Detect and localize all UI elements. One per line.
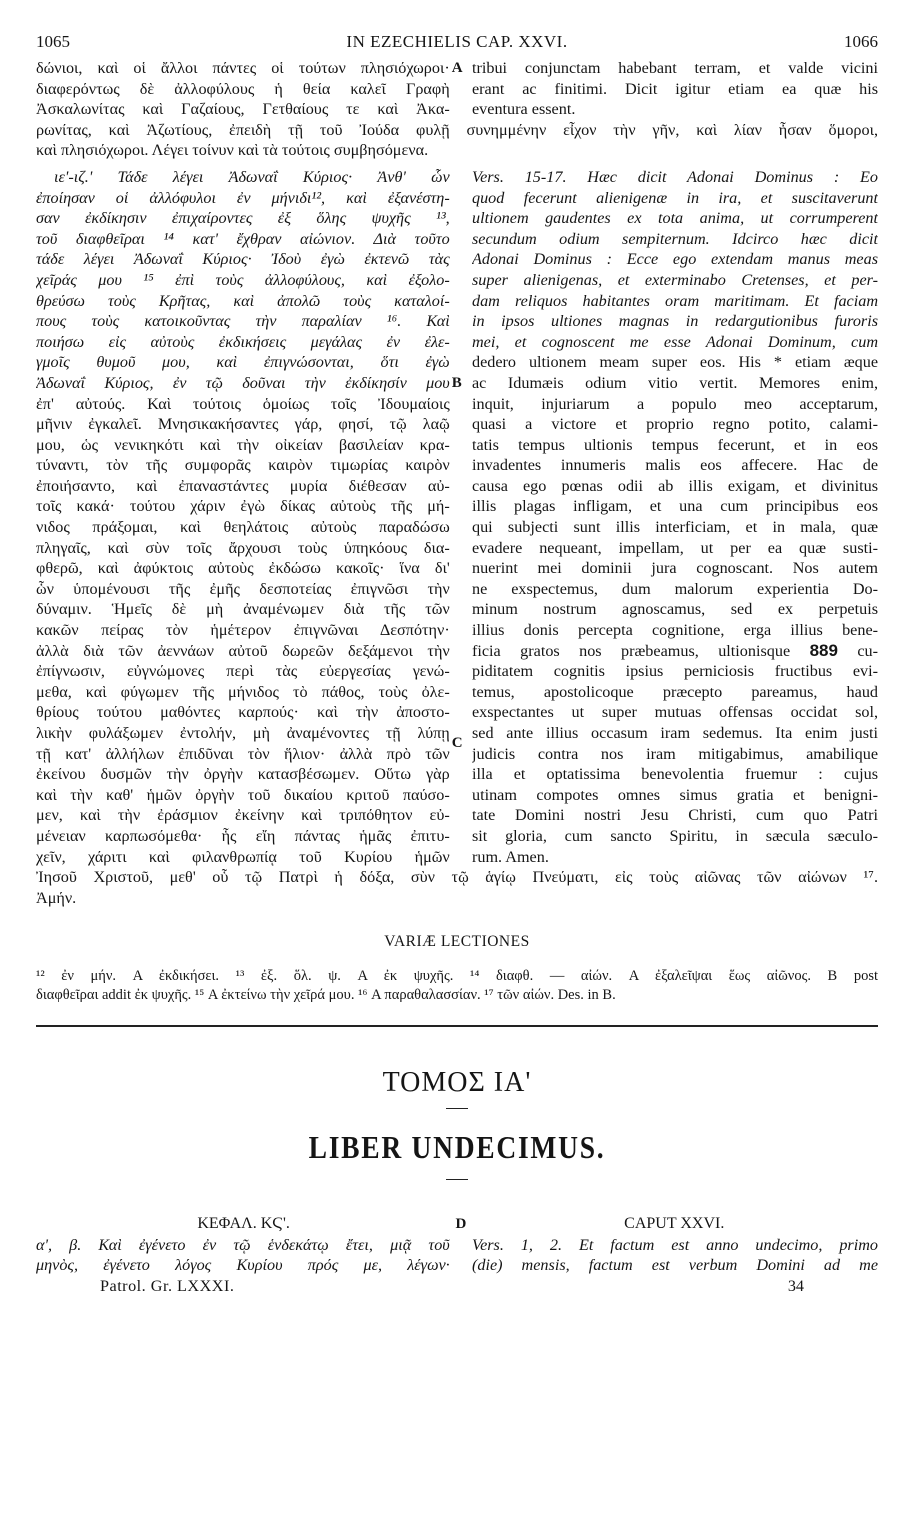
greek-full-line: ρωνίτας, καὶ Ἀζωτίους, ἐπειδὴ τῇ τοῦ Ἰούδα φυλῇ συνημμένην εἶχον τὴν γῆν, καὶ λίαν ἦσαν ὅμοροι, [36, 120, 878, 139]
greek-line: δώνιοι, καὶ οἱ ἄλλοι πάντες οἱ τούτων πλησιόχωροι· [36, 59, 450, 77]
variae-lectiones-heading: VARIÆ LECTIONES [384, 933, 530, 951]
main-two-column-block [36, 167, 878, 867]
section-marker-c: C [451, 734, 463, 751]
latin-line: secundum odium sempiternum. Idcirco hæc dicit [471, 229, 879, 248]
greek-full-width-lines [36, 120, 878, 161]
section-marker-a: A [451, 60, 463, 76]
latin-line: ac Idumæis odium vitio vertit. Memores enim, [471, 373, 879, 392]
latin-line: (die) mensis, factum est verbum Domini ad me [471, 1256, 879, 1275]
greek-line: χεῖν, χάριτι καὶ φιλανθρωπίᾳ τοῦ Κυρίου ἡμῶν [36, 847, 450, 866]
latin-line: utinam compotes omnes simus gratia et benigni- [471, 785, 879, 804]
migne-column-number: 889 [809, 640, 838, 660]
greek-line: ἐπίγνωσιν, εὐγνώμονες περὶ τὰς εὐεργεσίας γενώ- [36, 662, 450, 681]
greek-line: νιδος πράξομαι, καὶ θεηλάτοις αὐτοὺς παραδώσω [36, 518, 450, 537]
page-footer [36, 1276, 878, 1297]
greek-line: θρεύσω τοὺς Κρῆτας, καὶ ἀπολῶ τοὺς καταλοί- [36, 291, 450, 310]
latin-column-main [469, 167, 878, 867]
greek-line: ὧν ὑπομένουσι τῆς ἐμῆς δεσποτείας ἐπιγνῶσι τὴν [36, 579, 450, 598]
latin-line: invadentes innumeris malis eos affecere. Hac de [471, 456, 879, 475]
variae-lectiones-notes [36, 967, 878, 1005]
latin-line-with-column-number [472, 641, 878, 662]
greek-line: τύναντι, τὸν τῆς συμφορᾶς καιρὸν τιμωρίας καιρὸν [36, 456, 450, 475]
short-dash-divider [446, 1108, 468, 1109]
latin-line: illa et optatissima benevolentia fruemur : cujus [471, 765, 879, 784]
running-title: IN EZECHIELIS CAP. XXVI. [346, 32, 568, 51]
greek-line: γμοῖς θυμοῦ μου, καὶ ἐπιγνώσονται, ὅτι ἐγὼ [36, 353, 450, 372]
greek-line: φθερῶ, καὶ ἀφύκτοις αὐτοὺς ἐκδώσω κακοῖς· ἵνα δι' [36, 559, 450, 578]
latin-line: minum nostrum agnoscamus, sed ex perpetuis [471, 600, 879, 619]
latin-line: quasi a victore et proprio regno potito, calami- [471, 415, 879, 434]
greek-line: κακῶν πείρας τὸν ἡμέτερον ἐπιγνῶναι Δεσπότην· [36, 621, 450, 640]
greek-line: θρίους τούτου μαθόντες καρπούς· καὶ τὴν ἀποστο- [36, 703, 450, 722]
latin-line: in ipsos ultiones magnas in redargutionibus furoris [471, 312, 879, 331]
greek-line: μεθα, καὶ φύγωμεν τῆς μήνιδος τὸ πάθος, τοὺς ὀλε- [36, 682, 450, 701]
greek-column-bottom [36, 1235, 450, 1276]
section-marker-b: B [451, 374, 462, 391]
greek-line: ἐποιήσαντο, καὶ ἐπαναστάντες μυρία διέθεσαν αὐ- [36, 476, 450, 495]
latin-line: ne exspectemus, dum malorum experientia Do- [471, 579, 879, 598]
greek-line: ἀλλὰ διὰ τῶν ἀεννάων αὐτοῦ δωρεῶν δεξάμενοι τὴν [36, 641, 450, 660]
section-marker-d: D [455, 1216, 467, 1233]
greek-line: πληγαῖς, καὶ σὺν τοῖς ἄρχουσι τοὺς ὑπηκόους δια- [36, 538, 450, 557]
latin-chapter-heading: CAPUT XXVI. [624, 1215, 725, 1233]
greek-line: διαφερόντως δὲ ἀλλοφύλους ἡ θεία καλεῖ Γραφὴ [36, 79, 450, 98]
greek-full-line: καὶ πλησιόχωροι. Λέγει τοίνυν καὶ τὰ τούτοις συμβησόμενα. [36, 141, 429, 160]
greek-column-top [36, 58, 450, 120]
latin-line: tatis tempus ultionis tempus fecerunt, et in eos [471, 435, 879, 454]
greek-full-line: Ἀμήν. [36, 888, 77, 907]
liber-heading: LIBER UNDECIMUS. [308, 1128, 606, 1165]
greek-line: μῆνιν ἐγκαλεῖ. Μνησικακήσαντες γάρ, φησί, τῷ λαῷ [36, 415, 450, 434]
greek-line: μεν, καὶ τὴν ἐράσμιον ἐκείνην καὶ τριπόθητον εὐ- [36, 806, 450, 825]
greek-line: πους τοὺς κατοικοῦντας τὴν παραλίαν ¹⁶. Καὶ [36, 312, 450, 331]
latin-line: inquit, injuriarum a populo meo acceptarum, [471, 394, 879, 413]
greek-line: λικὴν φυλάξωμεν ἐντολήν, μὴ ἀναμένοντες τῇ λύπῃ [36, 724, 450, 742]
greek-line: μηνὸς, ἐγένετο λόγος Κυρίου πρός με, λέγων· [36, 1256, 450, 1275]
latin-line: evadere nequeant, impellam, ut per ea quæ susti- [471, 538, 879, 557]
short-dash-divider [446, 1179, 468, 1180]
patrologia-signature: Patrol. Gr. LXXXI. [100, 1276, 235, 1295]
greek-line: ἐκείνου δυσμῶν τὴν ὀργὴν κατασβέσωμεν. Οὕτω γὰρ [36, 765, 450, 784]
greek-line: μένειαν καρπωσόμεθα· ἧς εἴη πάντας ἡμᾶς ἐπιτυ- [36, 826, 450, 845]
column-number-right: 1066 [844, 32, 878, 51]
top-two-column-block [36, 58, 878, 120]
latin-line: Adonai Dominus : Ecce ego extendam manus meas [471, 250, 879, 269]
latin-column-bottom [469, 1235, 878, 1276]
latin-line: judicis contra nos iram mitigabimus, amabilique [471, 744, 879, 763]
latin-line: exspectantes ut super mutuas offensas occidat sol, [471, 703, 879, 722]
variant-note-line: διαφθεῖραι addit ἐκ ψυχῆς. ¹⁵ A ἐκτείνω τὴν χεῖρά μου. ¹⁶ A παραθαλασσίαν. ¹⁷ τῶν αἰών. Des. in B. [36, 986, 616, 1003]
latin-line: ultionem gaudentes ex tota anima, ut corrumperent [471, 209, 879, 228]
greek-line: ποιήσω εἰς αὐτοὺς ἐκδικήσεις μεγάλας ἐν ἐλε- [36, 332, 450, 351]
latin-line: Vers. 1, 2. Et factum est anno undecimo, primo [471, 1235, 879, 1254]
latin-line: sed ante illius occasum iram sedemus. Ita enim justi [471, 724, 879, 742]
greek-line: τοῦ διαφθεῖραι ¹⁴ κατ' ἔχθραν αἰώνιον. Διὰ τοῦτο [36, 229, 450, 248]
greek-line: σαν ἐκδίκησιν ἐπιχαίροντες ἐξ ὅλης ψυχῆς ¹³, [36, 209, 450, 228]
latin-line: causa ego pœnas odii ab illis exigam, et divinitus [471, 476, 879, 495]
chapter-headings [36, 1214, 878, 1235]
latin-line: temus, apostolicoque præcepto pareamus, haud [471, 682, 879, 701]
latin-line: illis plagas infligam, et una cum principibus eos [471, 497, 879, 516]
greek-line: ἐποίησαν οἱ ἀλλόφυλοι ἐν μήνιδι¹², καὶ ἐξανέστη- [36, 188, 450, 207]
greek-line: τάδε λέγει Ἀδωναΐ Κύριος· Ἰδοὺ ἐγὼ ἐκτενῶ τὰς [36, 250, 450, 269]
greek-line: χεῖράς μου ¹⁵ ἐπὶ τοὺς ἀλλοφύλους, καὶ ἐξολο- [36, 270, 450, 289]
greek-line: ἐπ' αὐτούς. Καὶ τούτοις ὁμοίως τοῖς Ἰδουμαίοις [36, 394, 450, 413]
latin-column-top [469, 58, 878, 120]
latin-line: Vers. 15-17. Hæc dicit Adonai Dominus : Eo [471, 167, 879, 186]
latin-line: nuerint mei dominii jura cognoscant. Nos autem [471, 559, 879, 578]
greek-line: καὶ τὴν καθ' ἡμῶν ὀργὴν τοῦ δικαίου κριτοῦ παύσο- [36, 785, 450, 804]
latin-text: ficia gratos nos præbeamus, ultionisque [471, 641, 810, 660]
latin-lines-after [472, 661, 878, 867]
running-header [36, 32, 878, 58]
greek-line: ιε'-ιζ.' Τάδε λέγει Ἀδωναΐ Κύριος· Ἀνθ' ὧν [54, 167, 450, 186]
latin-line: mei, et cognoscent me esse Adonai Dominum, cum [471, 332, 879, 351]
variant-note-line: ¹² ἐν μήν. A ἐκδικήσει. ¹³ ἐξ. ὅλ. ψ. A ἐκ ψυχῆς. ¹⁴ διαφθ. — αἰών. A ἐξαλεῖψαι ἕως αἰῶνος. B post [36, 967, 878, 984]
greek-chapter-heading: ΚΕΦΑΛ. ΚϚ'. [197, 1215, 290, 1233]
greek-closing-lines [36, 867, 878, 908]
latin-line: piditatem cognitis ipsius perniciosis fructibus evi- [471, 662, 879, 681]
latin-line: dedero ultionem meam super eos. His * etiam æque [471, 353, 879, 372]
greek-line: δύναμιν. Ἡμεῖς δὲ μὴ ἀναμένωμεν διὰ τῆς τῶν [36, 600, 450, 619]
latin-line: erant ac finitimi. Dicit igitur etiam ea quæ his [471, 79, 879, 98]
greek-line: τοῖς κακά· τούτου χάριν ἐγὼ δίκας αὐτοὺς τῆς μή- [36, 497, 450, 516]
latin-line: tribui conjunctam habebant terram, et valde vicini [471, 59, 879, 77]
latin-line: dam reliquos habitantes oram maritimam. Et faciam [471, 291, 879, 310]
signature-number: 34 [787, 1276, 804, 1295]
greek-line: μου, ὡς νενικηκότι καὶ τὴν οἰκείαν βασιλείαν κρα- [36, 435, 450, 454]
latin-line: eventura essent. [471, 100, 576, 119]
column-number-left: 1065 [36, 32, 70, 51]
greek-line: α', β. Καὶ ἐγένετο ἐν τῷ ἑνδεκάτῳ ἔτει, μιᾷ τοῦ [36, 1235, 450, 1254]
greek-line: Ἀδωναΐ Κύριος, ἐν τῷ δοῦναι τὴν ἐκδίκησίν μου [36, 373, 450, 392]
greek-full-line: Ἰησοῦ Χριστοῦ, μεθ' οὗ τῷ Πατρὶ ἡ δόξα, σὺν τῷ ἁγίῳ Πνεύματι, εἰς τοὺς αἰῶνας τῶν αἰώνων ¹⁷. [36, 868, 878, 887]
greek-line: Ἀσκαλωνίτας καὶ Γαζαίους, Γετθαίους τε καὶ Ἀκα- [36, 100, 450, 119]
latin-line: quod fecerunt alienigenæ in ira, et suscitaverunt [471, 188, 879, 207]
greek-line: τῇ κατ' ἀλλήλων ἐπιδῦναι τὸν ἥλιον· ἀλλὰ πρὸ τῶν [36, 744, 450, 763]
bottom-two-column-block [36, 1235, 878, 1276]
tomos-heading: ΤΟΜΟΣ ΙΑ' [382, 1066, 532, 1098]
latin-lines-before [472, 167, 878, 641]
latin-line: illius donis percepta cognitione, erga illius bene- [471, 621, 879, 640]
latin-line: super alienigenas, et exterminabo Cretenses, et per- [471, 270, 879, 289]
section-divider-rule [36, 1025, 878, 1027]
greek-column-main [36, 167, 450, 867]
latin-line: qui subjecti sunt illis interficiam, et in mala, quæ [471, 518, 879, 537]
latin-line: rum. Amen. [471, 847, 549, 866]
latin-line: tate Domini nostri Jesu Christi, cum quo Patri [471, 806, 879, 825]
latin-line: sit gloria, cum sancto Spiritu, in sæcula sæculo- [471, 826, 879, 845]
latin-text: cu- [837, 641, 879, 660]
